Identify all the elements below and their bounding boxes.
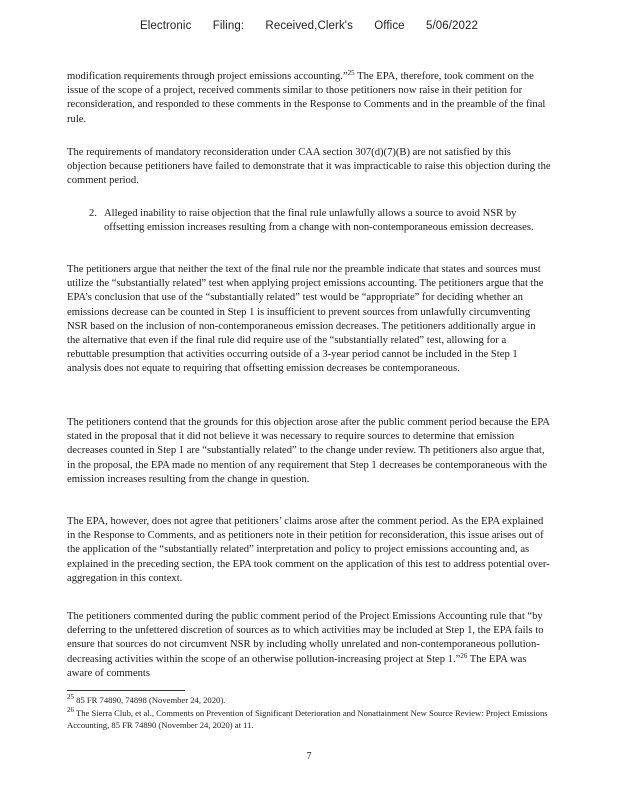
footnote-divider (67, 690, 185, 691)
header-electronic: Electronic (139, 20, 192, 32)
footnote-ref-25: 25 (347, 69, 355, 77)
footnote-25: $^{25}$ 85 FR 74890, 74898 (November 24, 2020). (67, 693, 226, 705)
section-heading-number: 2. (89, 208, 97, 219)
section-heading-2 (89, 207, 549, 235)
section-heading-text: Alleged inability to raise objection that the final rule unlawfully allows a source to avoid NSR by offsetting emission increases resulting from a change with non-contemporaneous emission decreases. (104, 208, 534, 234)
header-date: 5/06/2022 (425, 20, 479, 32)
paragraph-petitioners-argue: The petitioners argue that neither the text of the final rule nor the preamble indicate that states and sources must utilize the “substantially related” test when applying project emissions accounting. The petitioners argue that the EPA’s conclusion that use of the “substantially related” test would be “appropriate” for deciding whether an emissions decrease can be counted in Step 1 is insufficient to prevent sources from unlawfully circumventing NSR based on the inclusion of non-contemporaneous emission decreases. The petitioners additionally argue in the alternative that even if the final rule did require use of the “substantially related” test, allowing for a rebuttable presumption that activities occurring outside of a 3-year period cannot be included in the Step 1 analysis does not equate to requiring that offsetting emission decreases be contemporaneous. (67, 264, 544, 375)
header-office: Office (374, 20, 405, 32)
header-received: Received,Clerk's (265, 20, 353, 32)
header-filing: Filing: (212, 20, 245, 32)
footnote-26: $^{26}$ The Sierra Club, et al., Comments on Prevention of Significant Deterioration and Nonattainment New Source Review: Project Emissions Accounting, 85 FR 74890 (November 24, 2020) at 11. (67, 706, 548, 730)
paragraph-epa-disagrees: The EPA, however, does not agree that petitioners’ claims arose after the comment period. As the EPA explained in the Response to Comments, and as petitioners note in their petition for reconsideration, this issue arises out of the application of the “substantially related” interpretation and policy to project emissions accounting and, as explained in the preceding section, the EPA took comment on the application of this test to address potential over-aggregation in this context. (67, 516, 550, 584)
footnote-ref-26: 26 (460, 651, 468, 660)
paragraph-scope-of-project: modification requirements through project emissions accounting.”$^{25}$ The EPA, therefore, took comment on the issue of the scope of a project, received comments similar to those petitioners now raise in their petition for reconsideration, and responded to these comments in the Response to Comments and in the preamble of the final rule. (67, 69, 546, 125)
electronic-filing-header (0, 20, 618, 32)
paragraph-petitioners-commented: The petitioners commented during the public comment period of the Project Emissions Accounting rule that “by deferring to the unfettered discretion of sources as to which activities may be included at Step 1, the EPA fails to ensure that sources do not circumvent NSR by including wholly unrelated and non-contemporaneous pollution-decreasing activities within the scope of an otherwise pollution-increasing project at Step 1.”$^{26}$ The EPA was aware of comments (67, 611, 544, 679)
paragraph-mandatory-reconsideration: The requirements of mandatory reconsideration under CAA section 307(d)(7)(B) are not satisfied by this objection because petitioners have failed to demonstrate that it was impracticable to raise this objection during the comment period. (67, 147, 551, 187)
page-number: 7 (306, 751, 312, 762)
paragraph-petitioners-contend: The petitioners contend that the grounds for this objection arose after the public comment period because the EPA stated in the proposal that it did not believe it was necessary to require sources to determine that emission decreases counted in Step 1 are “substantially related” to the change under review. Th petitioners also argue that, in the proposal, the EPA made no mention of any requirement that Step 1 decreases be contemporaneous with the emission increases resulting from the change in question. (67, 417, 550, 485)
